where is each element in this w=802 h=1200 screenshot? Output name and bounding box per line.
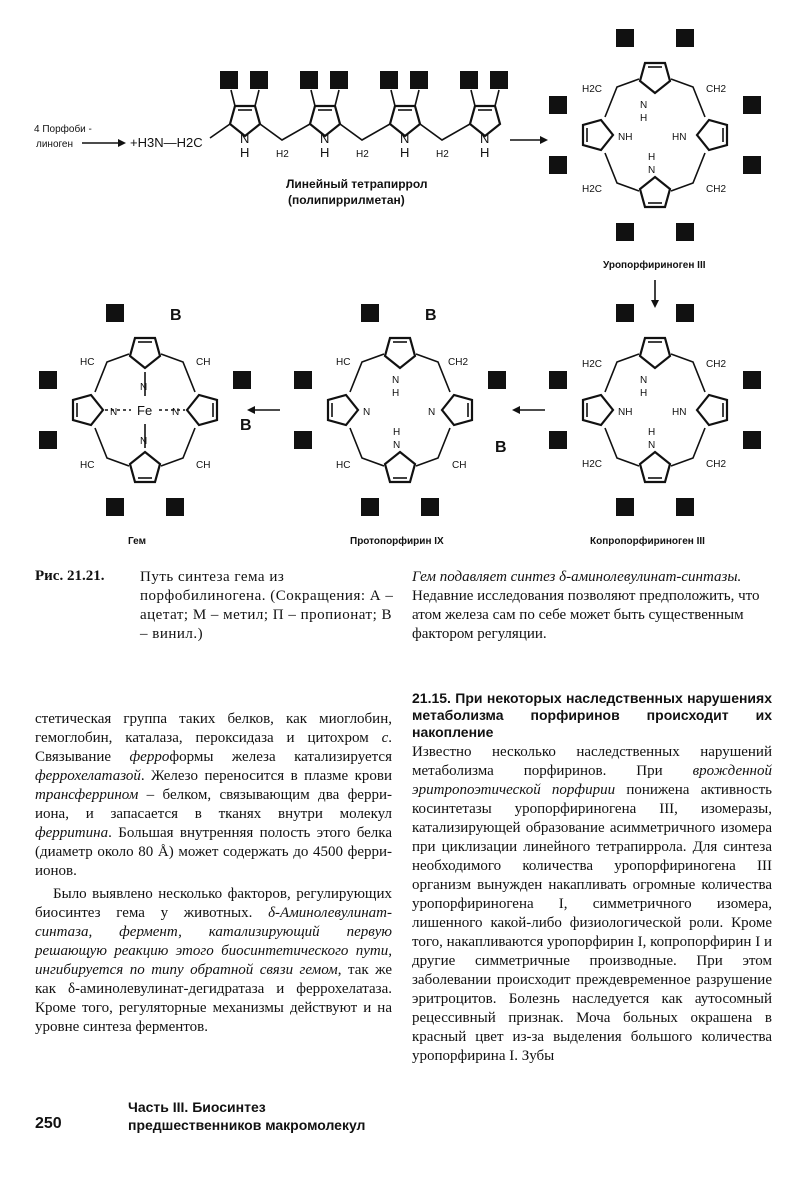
copro-n-bot: N bbox=[648, 440, 656, 451]
heme-n-bot: N bbox=[140, 436, 148, 447]
proto-ch: CH bbox=[452, 460, 467, 471]
amine-group: +H3N—H2C bbox=[130, 135, 203, 150]
heme-n-top: N bbox=[140, 382, 148, 393]
linear-title: Линейный тетрапиррол bbox=[286, 177, 428, 191]
protoporphyrin-molecule bbox=[294, 304, 506, 516]
right-paragraph bbox=[412, 743, 772, 1066]
uro-label: Уропорфириноген III bbox=[603, 260, 706, 271]
copro-label: Копропорфириноген III bbox=[590, 536, 705, 547]
lin-n2: N bbox=[320, 131, 330, 146]
lin-n1: N bbox=[240, 131, 250, 146]
text-run: феррохелатазой bbox=[35, 768, 141, 784]
caption-side-note bbox=[412, 568, 772, 644]
copro-h2c-1: H2C bbox=[582, 359, 603, 370]
copro-h-bot: H bbox=[648, 427, 656, 438]
proto-n-bot: N bbox=[393, 440, 401, 451]
proto-label: Протопорфирин IX bbox=[350, 536, 444, 547]
uro-h2c-2: H2C bbox=[582, 184, 603, 195]
lin-ch2-3: H2 bbox=[436, 149, 449, 160]
lin-h3: H bbox=[400, 145, 410, 160]
text-run: Было выявлено несколько факторов, регулирующих биосинтез гема у животных. bbox=[35, 886, 392, 921]
lin-ch2-2: H2 bbox=[356, 149, 369, 160]
coproporphyrinogen-molecule bbox=[549, 304, 761, 516]
caption-italic: Гем подавляет синтез δ-аминолевулинат-синтазы. bbox=[412, 569, 742, 585]
text-run: формы железа катализируется bbox=[169, 749, 392, 765]
lin-h2: H bbox=[320, 145, 330, 160]
uroporphyrinogen-molecule bbox=[549, 29, 761, 241]
copro-hn: HN bbox=[672, 407, 687, 418]
proto-ch2: CH2 bbox=[448, 357, 469, 368]
linear-subtitle: (полипиррилметан) bbox=[288, 193, 405, 207]
lin-n4: N bbox=[480, 131, 490, 146]
text-run: , так же как δ-аминолевулинат-дегидратаза и феррохелатаза. Кроме того, регуляторные механизмы действуют и на уровне синтеза ферментов. bbox=[35, 962, 392, 1035]
text-run: δ-Аминолевулинат-синтаза, фермент, катализирующий первую решающую реакцию этого биосинтетического пути, ингибируется по типу обратной связи гемом bbox=[35, 905, 392, 978]
copro-nh: NH bbox=[618, 407, 633, 418]
heme-n-right: N bbox=[172, 407, 180, 418]
left-paragraph-2 bbox=[35, 885, 392, 1037]
copro-h-top: H bbox=[640, 388, 648, 399]
lin-h4: H bbox=[480, 145, 490, 160]
proto-h-top: H bbox=[392, 388, 400, 399]
text-run: врожденной эритропоэтической порфирии bbox=[412, 763, 772, 798]
text-run: ферро bbox=[129, 749, 170, 765]
heme-label: Гем bbox=[128, 536, 146, 547]
uro-hn: HN bbox=[672, 132, 687, 143]
copro-ch2-2: CH2 bbox=[706, 459, 727, 470]
text-run: – белком, связывающим два ферри-иона, и запасается в тканях внутри молекул bbox=[35, 787, 392, 822]
figure-caption: Путь синтеза гема из порфобилиногена. (Сокращения: А – ацетат; М – метил; П – пропионат; В – винил.) bbox=[140, 569, 394, 642]
caption-side-text: Недавние исследования позволяют предположить, что атом железа сам по себе может быть существенным фактором регуляции. bbox=[412, 588, 760, 642]
copro-n-top: N bbox=[640, 375, 648, 386]
heme-hc-1: HC bbox=[80, 357, 95, 368]
footer-line-2: предшественников макромолекул bbox=[128, 1117, 366, 1133]
proto-n-top: N bbox=[392, 375, 400, 386]
heme-n-left: N bbox=[110, 407, 118, 418]
proto-b-top: B bbox=[425, 307, 437, 324]
text-run: трансферрином bbox=[35, 787, 139, 803]
heme-b-top: B bbox=[170, 307, 182, 324]
uro-h-top: H bbox=[640, 113, 648, 124]
heme-synthesis-figure bbox=[0, 0, 802, 560]
proto-n-right: N bbox=[428, 407, 436, 418]
proto-h-bot: H bbox=[393, 427, 401, 438]
text-run: c bbox=[381, 730, 389, 746]
lin-n3: N bbox=[400, 131, 410, 146]
heme-hc-2: HC bbox=[80, 460, 95, 471]
text-run: . Связывание bbox=[35, 730, 392, 765]
right-column bbox=[412, 690, 772, 1066]
section-title: 21.15. При некоторых наследственных нарушениях метаболизма порфиринов происходит их накопление bbox=[412, 690, 772, 740]
running-footer bbox=[128, 1098, 365, 1134]
left-column bbox=[35, 710, 392, 1037]
copro-h2c-2: H2C bbox=[582, 459, 603, 470]
figure-number: Рис. 21.21. bbox=[35, 568, 105, 584]
proto-b-right: B bbox=[495, 439, 507, 456]
text-run: ферритина bbox=[35, 825, 109, 841]
text-run: стетическая группа таких белков, как миоглобин, гемоглобин, каталаза, пероксидаза и цитохром bbox=[35, 711, 392, 746]
uro-n-top: N bbox=[640, 100, 648, 111]
heme-ch-1: CH bbox=[196, 357, 211, 368]
text-run: . Железо переносится в плазме крови bbox=[140, 768, 392, 784]
uro-h2c-1: H2C bbox=[582, 84, 603, 95]
proto-n-left: N bbox=[363, 407, 371, 418]
start-label: 4 Порфоби - bbox=[34, 124, 92, 135]
heme-b-right: B bbox=[240, 417, 252, 434]
heme-fe: Fe bbox=[137, 403, 153, 418]
lin-ch2-1: H2 bbox=[276, 149, 289, 160]
copro-ch2-1: CH2 bbox=[706, 359, 727, 370]
text-run: . Большая внутренняя полость этого белка (диаметр около 80 Å) может содержать до 4500 ферри-ионов. bbox=[35, 825, 392, 879]
footer-line-1: Часть III. Биосинтез bbox=[128, 1099, 266, 1115]
text-run: Известно несколько наследственных нарушений метаболизма порфиринов. При bbox=[412, 744, 772, 779]
proto-hc-2: HC bbox=[336, 460, 351, 471]
uro-ch2-1: CH2 bbox=[706, 84, 727, 95]
uro-ch2-2: CH2 bbox=[706, 184, 727, 195]
proto-hc-1: HC bbox=[336, 357, 351, 368]
uro-h-bot: H bbox=[648, 152, 656, 163]
text-run: понижена активность косинтетазы уропорфириногена III, изомеразы, катализирующей образование асимметричного изомера при циклизации линейного тетрапиррола. Для синтеза необходимого количества уропорфириногена III организм вынужден накапливать огромные количества уропорфириногена I, симметричного изомера, лишенного какой-либо физиологической роли. Кроме того, накапливаются уропорфирин I, копропорфирин I и другие симметричные производные. При этом заболевании происходит преждевременное разрушение эритроцитов. Болезнь наследуется как аутосомный рецессивный признак. Моча больных окрашена в красный цвет из-за выделения большого количества уропорфирина I. Зубы bbox=[412, 782, 772, 1064]
left-paragraph-1 bbox=[35, 710, 392, 881]
heme-ch-2: CH bbox=[196, 460, 211, 471]
page-number: 250 bbox=[35, 1115, 62, 1132]
uro-n-bot: N bbox=[648, 165, 656, 176]
uro-nh: NH bbox=[618, 132, 633, 143]
lin-h1: H bbox=[240, 145, 250, 160]
start-label-2: линоген bbox=[36, 139, 74, 150]
